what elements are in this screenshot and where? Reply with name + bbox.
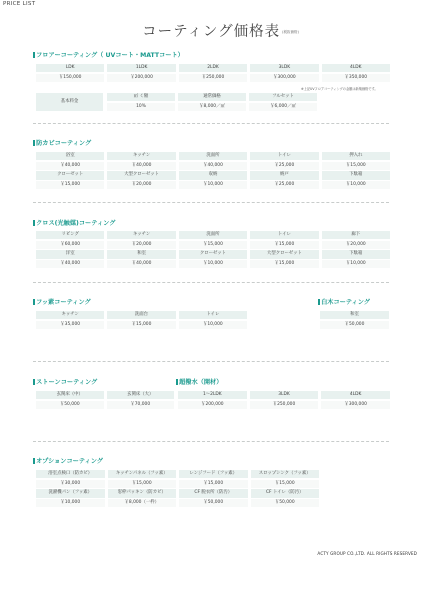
title-note: (税抜価格): [282, 29, 299, 34]
page-title: [0, 20, 441, 41]
section-marker: [33, 299, 35, 305]
table-value-cell: ￥50,000: [320, 321, 389, 329]
section-title-water: [176, 377, 222, 386]
table-value-cell: ￥25,000: [250, 181, 318, 189]
water-price-table: [178, 391, 390, 409]
table-header-cell: 玄関床（大）: [107, 391, 175, 399]
table-header-cell: 4LDK: [321, 391, 390, 399]
option-price-table: [36, 470, 319, 507]
table-value-cell: ￥40,000: [107, 162, 175, 170]
section-marker: [176, 379, 178, 385]
table-header-cell: ㎡ く額: [107, 93, 175, 101]
section-title-text: フロアーコーティング（ UVコート・MATTコート）: [36, 52, 184, 59]
section-title-text: 白木コーティング: [321, 299, 370, 306]
table-value-cell: 10%: [107, 103, 175, 111]
table-header-cell: 4LDK: [322, 64, 390, 72]
table-header-cell: 洗面所: [179, 231, 247, 239]
section-marker: [33, 379, 35, 385]
table-value-cell: ￥35,000: [36, 321, 104, 329]
table-header-cell: キッチン: [107, 152, 175, 160]
mold-price-table: [36, 152, 390, 189]
table-value-cell: ￥8,000／㎡: [178, 103, 246, 111]
page-title-text: コーティング価格表: [142, 24, 281, 40]
table-header-cell: 洋室: [36, 250, 104, 258]
basic-fee-table: [107, 93, 317, 111]
table-header-cell: 下駄箱: [322, 250, 390, 258]
table-header-cell: 通常価格: [178, 93, 246, 101]
table-header-cell: 収納: [179, 171, 247, 179]
table-header-cell: CF 脱衣所（防汚）: [179, 489, 248, 497]
copyright-footer: ACTY GROUP CO.,LTD. ALL RIGHTS RESERVED: [317, 551, 417, 556]
table-value-cell: ￥300,000: [250, 74, 318, 82]
section-marker: [318, 299, 320, 305]
cloth-price-table: [36, 231, 390, 268]
section-title-option: [33, 456, 103, 465]
table-header-cell: 1～2LDK: [178, 391, 247, 399]
basic-fee-label: 基本料金: [36, 93, 103, 111]
section-title-wood: [318, 297, 370, 306]
floor-note: ※上記UVフロアコーティングの金額は新築価格です。: [301, 87, 378, 91]
table-header-cell: 廊下: [322, 231, 390, 239]
table-header-cell: 洗濯機パン（フッ素）: [36, 489, 105, 497]
table-value-cell: ￥70,000: [107, 401, 175, 409]
table-value-cell: ￥20,000: [322, 241, 390, 249]
table-value-cell: ￥15,000: [250, 260, 318, 268]
table-value-cell: ￥10,000: [179, 321, 247, 329]
table-value-cell: ￥250,000: [179, 74, 247, 82]
wood-price-table: [320, 311, 389, 329]
table-value-cell: ￥250,000: [250, 401, 319, 409]
section-title-stone: [33, 377, 97, 386]
section-title-cloth: [33, 218, 115, 227]
section-title-text: フッ素コーティング: [36, 299, 91, 306]
table-header-cell: LDK: [36, 64, 104, 72]
section-marker: [33, 458, 35, 464]
table-value-cell: ￥40,000: [36, 260, 104, 268]
table-value-cell: ￥50,000: [179, 499, 248, 507]
table-value-cell: ￥10,000: [322, 260, 390, 268]
table-value-cell: ￥10,000: [322, 181, 390, 189]
table-value-cell: ￥15,000: [108, 480, 177, 488]
table-header-cell: 浴室: [36, 152, 104, 160]
section-title-mold: [33, 138, 91, 147]
section-divider: [33, 282, 389, 283]
table-value-cell: ￥10,000: [179, 260, 247, 268]
table-value-cell: ￥40,000: [36, 162, 104, 170]
table-header-cell: 玄関床（中）: [36, 391, 104, 399]
table-value-cell: ￥40,000: [179, 162, 247, 170]
table-header-cell: スロップシンク（フッ素）: [251, 470, 320, 478]
section-title-floor: [33, 50, 184, 59]
table-header-cell: キッチンパネル（フッ素）: [108, 470, 177, 478]
table-value-cell: ￥6,000／㎡: [249, 103, 317, 111]
section-divider: [33, 202, 389, 203]
table-value-cell: ￥20,000: [107, 241, 175, 249]
section-divider: [33, 361, 389, 362]
table-value-cell: ￥15,000: [179, 480, 248, 488]
table-header-cell: リビング: [36, 231, 104, 239]
table-header-cell: 2LDK: [179, 64, 247, 72]
table-value-cell: ￥200,000: [178, 401, 247, 409]
price-list-label: PRICE LIST: [3, 1, 36, 7]
table-header-cell: トイレ: [250, 231, 318, 239]
table-value-cell: ￥150,000: [36, 74, 104, 82]
section-title-text: クロス(光触媒)コーティング: [36, 220, 116, 227]
table-header-cell: 押入れ: [322, 152, 390, 160]
section-title-text: 超撥水（開材）: [179, 379, 223, 386]
section-title-text: オプションコーティング: [36, 458, 103, 465]
table-value-cell: ￥15,000: [179, 241, 247, 249]
table-value-cell: ￥15,000: [36, 181, 104, 189]
table-header-cell: 浴室点検口（防カビ）: [36, 470, 105, 478]
section-marker: [33, 140, 35, 146]
section-divider: [33, 441, 389, 442]
table-value-cell: ￥15,000: [251, 480, 320, 488]
table-header-cell: 納戸: [250, 171, 318, 179]
table-header-cell: 洗面所: [179, 152, 247, 160]
table-value-cell: ￥25,000: [250, 162, 318, 170]
table-header-cell: フルセット: [249, 93, 317, 101]
table-header-cell: クローゼット: [36, 171, 104, 179]
table-header-cell: 大型クローゼット: [250, 250, 318, 258]
table-header-cell: 洗面台: [107, 311, 175, 319]
table-header-cell: 3LDK: [250, 391, 319, 399]
table-header-cell: CF トイレ（防汚）: [251, 489, 320, 497]
stone-price-table: [36, 391, 174, 409]
section-title-text: 防カビコーティング: [36, 140, 92, 147]
table-header-cell: 大型クローゼット: [107, 171, 175, 179]
table-value-cell: ￥40,000: [107, 260, 175, 268]
table-header-cell: レンジフード（フッ素）: [179, 470, 248, 478]
table-value-cell: ￥50,000: [36, 401, 104, 409]
table-value-cell: ￥350,000: [322, 74, 390, 82]
table-header-cell: 窓枠パッキン（防カビ）: [108, 489, 177, 497]
section-divider: [33, 123, 389, 124]
table-value-cell: ￥15,000: [322, 162, 390, 170]
section-title-text: ストーンコーティング: [36, 379, 98, 386]
floor-price-table: [36, 64, 390, 82]
fluorine-price-table: [36, 311, 247, 329]
table-header-cell: 1LDK: [107, 64, 175, 72]
section-marker: [33, 52, 35, 58]
table-header-cell: 和室: [107, 250, 175, 258]
table-value-cell: ￥15,000: [107, 321, 175, 329]
table-header-cell: キッチン: [107, 231, 175, 239]
table-header-cell: キッチン: [36, 311, 104, 319]
table-value-cell: ￥60,000: [36, 241, 104, 249]
table-header-cell: クローゼット: [179, 250, 247, 258]
table-value-cell: ￥15,000: [250, 241, 318, 249]
table-value-cell: ￥10,000: [179, 181, 247, 189]
table-value-cell: ￥20,000: [107, 181, 175, 189]
section-title-fluorine: [33, 297, 91, 306]
table-value-cell: ￥10,000: [36, 499, 105, 507]
table-value-cell: ￥8,000（一枠）: [108, 499, 177, 507]
table-value-cell: ￥300,000: [321, 401, 390, 409]
table-header-cell: トイレ: [179, 311, 247, 319]
table-header-cell: 下駄箱: [322, 171, 390, 179]
table-header-cell: 3LDK: [250, 64, 318, 72]
table-header-cell: 和室: [320, 311, 389, 319]
section-marker: [33, 220, 35, 226]
table-value-cell: ￥50,000: [251, 499, 320, 507]
table-value-cell: ￥30,000: [36, 480, 105, 488]
table-header-cell: トイレ: [250, 152, 318, 160]
table-value-cell: ￥200,000: [107, 74, 175, 82]
